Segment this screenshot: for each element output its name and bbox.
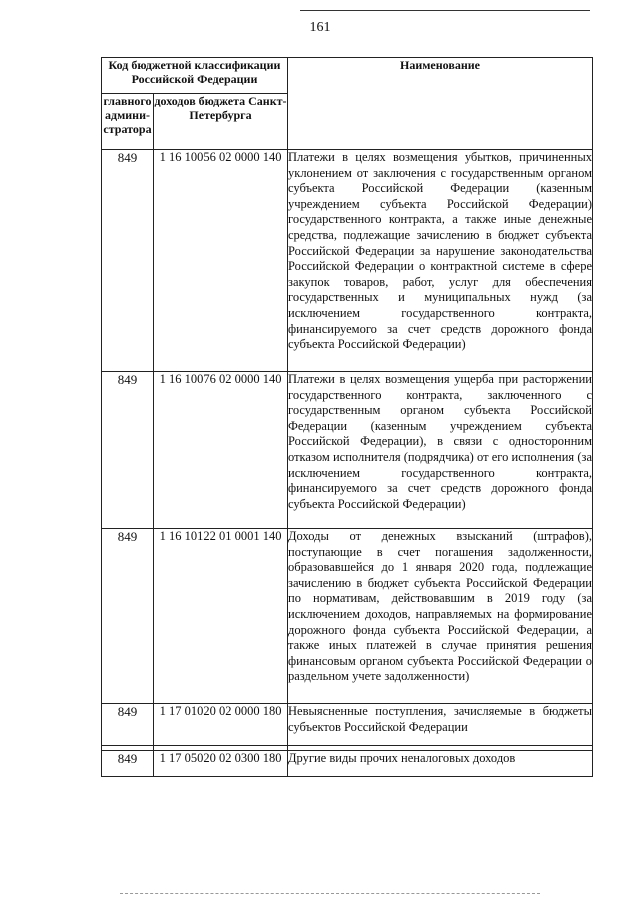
bottom-faint-rule <box>120 893 540 894</box>
header-main-administrator: главного админи-стратора <box>102 94 154 150</box>
cell-income-code: 1 16 10056 02 0000 140 <box>154 150 288 372</box>
cell-name: Невыясненные поступления, зачисляемые в бюджеты субъектов Российской Федерации <box>288 704 593 746</box>
cell-income-code: 1 17 05020 02 0300 180 <box>154 751 288 777</box>
cell-admin-code: 849 <box>102 751 154 777</box>
cell-admin-code: 849 <box>102 704 154 746</box>
cell-income-code: 1 16 10076 02 0000 140 <box>154 372 288 529</box>
cell-name: Платежи в целях возмещения ущерба при расторжении государственного контракта, заключенного с государственным органом субъекта Российской Федерации (казенным учреждением субъекта Российской Федерации), в связи с односторонним отказом исполнителя (подрядчика) от его исполнения (за исключением государственного контракта, финансируемого за счет средств дорожного фонда субъекта Российской Федерации) <box>288 372 593 529</box>
cell-income-code: 1 17 01020 02 0000 180 <box>154 704 288 746</box>
table-row <box>102 704 593 746</box>
cell-admin-code: 849 <box>102 529 154 704</box>
page-number: 161 <box>309 20 331 35</box>
cell-name: Доходы от денежных взысканий (штрафов), поступающие в счет погашения задолженности, образовавшейся до 1 января 2020 года, подлежащие зачислению в бюджет субъекта Российской Федерации по нормативам, действовавшим в 2019 году (за исключением доходов, направляемых на формирование дорожного фонда субъекта Российской Федерации, а также иных платежей в случае принятия решения финансовым органом субъекта Российской Федерации о раздельном учете задолженности) <box>288 529 593 704</box>
header-classification-code: Код бюджетной классификации Российской Федерации <box>102 58 288 94</box>
table-row <box>102 751 593 777</box>
header-name: Наименование <box>288 58 593 150</box>
cell-income-code: 1 16 10122 01 0001 140 <box>154 529 288 704</box>
cell-name: Платежи в целях возмещения убытков, причиненных уклонением от заключения с государственным органом субъекта Российской Федерации (казенным учреждением субъекта Российской Федерации) государственного контракта, а также иные денежные средства, подлежащие зачислению в бюджет субъекта Российской Федерации за нарушение законодательства Российской Федерации о контрактной системе в сфере закупок товаров, работ, услуг для обеспечения государственных и муниципальных нужд (за исключением государственного контракта, финансируемого за счет средств дорожного фонда субъекта Российской Федерации) <box>288 150 593 372</box>
table-row <box>102 529 593 704</box>
cell-admin-code: 849 <box>102 372 154 529</box>
budget-classification-table <box>101 57 593 777</box>
header-budget-income: доходов бюджета Санкт-Петербурга <box>154 94 288 150</box>
cell-name: Другие виды прочих неналоговых доходов <box>288 751 593 777</box>
top-rule <box>300 10 590 11</box>
cell-admin-code: 849 <box>102 150 154 372</box>
table-row <box>102 372 593 529</box>
table-row <box>102 150 593 372</box>
